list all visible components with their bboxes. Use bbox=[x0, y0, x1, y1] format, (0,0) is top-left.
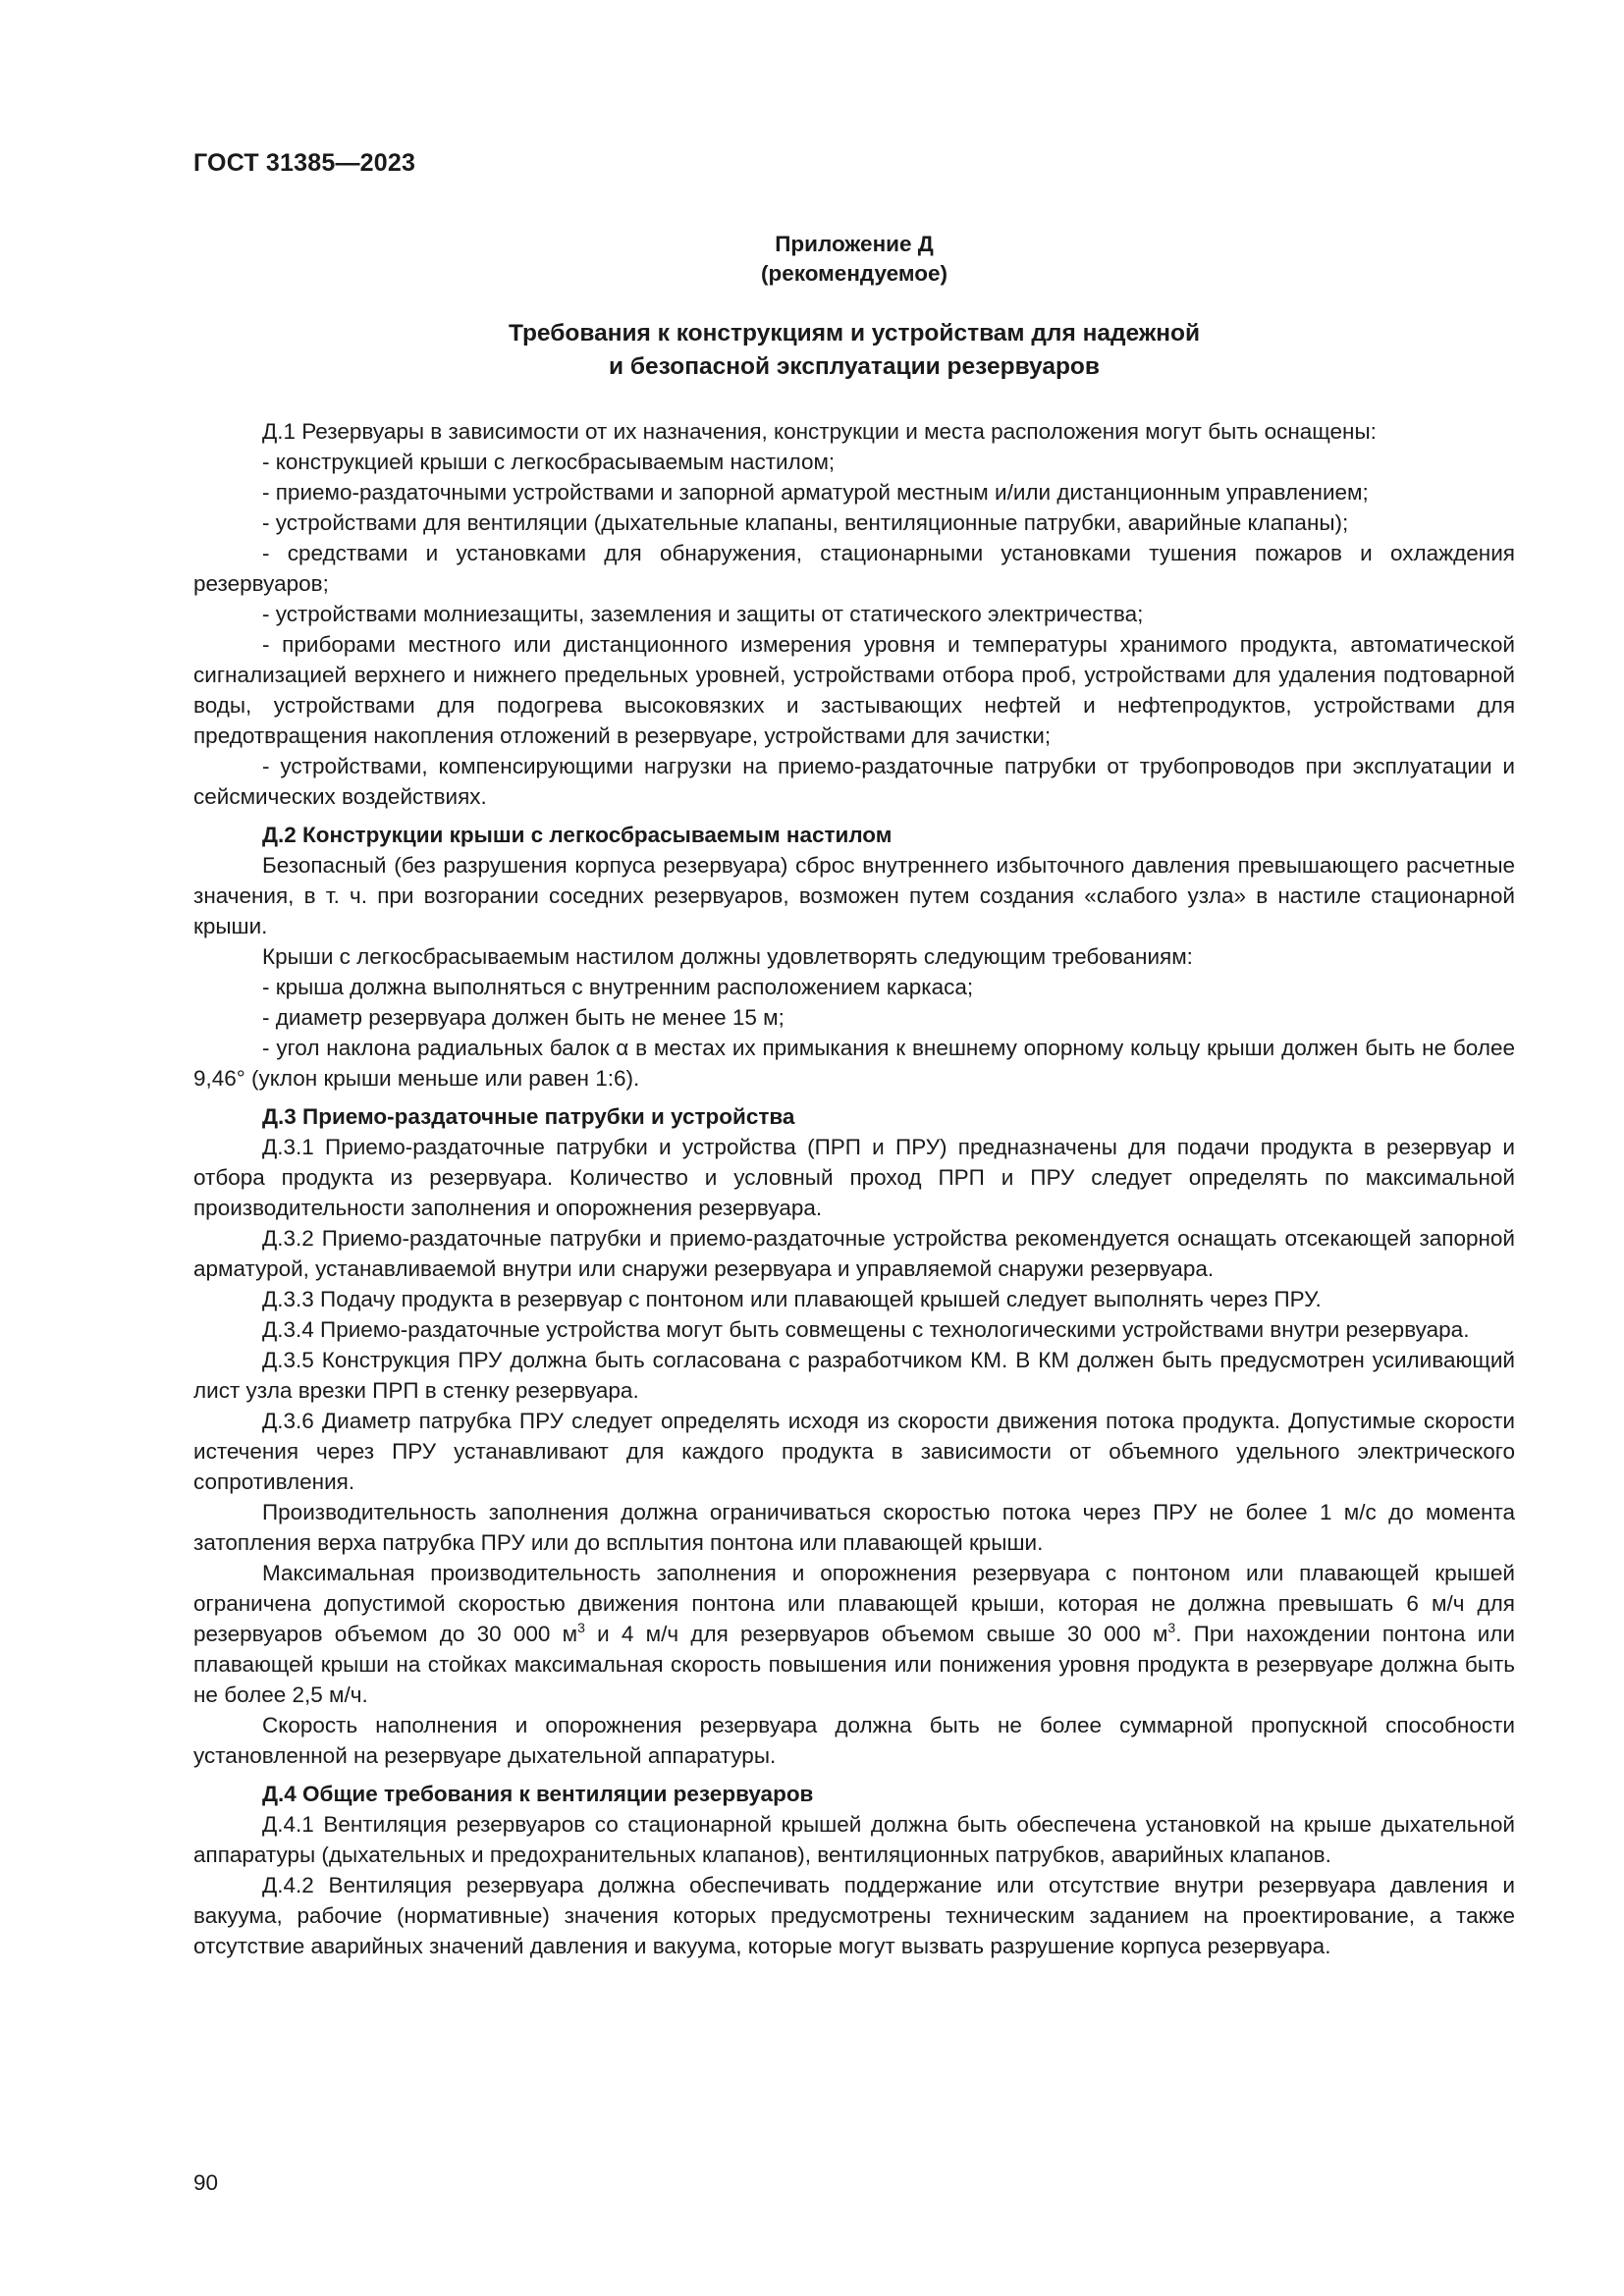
d3-paragraph bbox=[193, 1558, 1515, 1710]
document-code: ГОСТ 31385—2023 bbox=[193, 149, 416, 177]
document-body bbox=[193, 416, 1515, 1961]
d3-paragraph: Скорость наполнения и опорожнения резервуара должна быть не более суммарной пропускной способности установленной на резервуаре дыхательной аппаратуры. bbox=[193, 1713, 1515, 1768]
appendix-label bbox=[193, 230, 1515, 289]
d1-item: - приборами местного или дистанционного измерения уровня и температуры хранимого продукта, автоматической сигнализацией верхнего и нижнего предельных уровней, устройствами отбора проб, устройствами для удаления подтоварной воды, устройствами для подогрева высоковязких и застывающих нефтей и нефтепродуктов, устройствами для предотвращения накопления отложений в резервуаре, устройствами для зачистки; bbox=[193, 632, 1515, 748]
d2-paragraph: Безопасный (без разрушения корпуса резервуара) сброс внутреннего избыточного давления превышающего расчетные значения, в т. ч. при возгорании соседних резервуаров, возможен путем создания «слабого узла» в настиле стационарной крыши. bbox=[193, 853, 1515, 938]
d3-p8-part-b: и 4 м/ч для резервуаров объемом свыше 30 000 м bbox=[584, 1622, 1168, 1646]
page-number: 90 bbox=[193, 2170, 219, 2195]
d1-item: - устройствами для вентиляции (дыхательные клапаны, вентиляционные патрубки, аварийные клапаны); bbox=[262, 510, 1349, 535]
d1-item: - устройствами, компенсирующими нагрузки на приемо-раздаточные патрубки от трубопроводов при эксплуатации и сейсмических воздействиях. bbox=[193, 754, 1515, 809]
d3-p8-part-c: . При нахождении понтона или плавающей крыши на стойках максимальная скорость повышения или понижения уровня продукта в резервуаре должна быть не более 2,5 м/ч. bbox=[193, 1622, 1515, 1707]
section-heading-d3: Д.3 Приемо-раздаточные патрубки и устройства bbox=[262, 1104, 795, 1129]
title-line-2: и безопасной эксплуатации резервуаров bbox=[609, 353, 1100, 380]
d3-paragraph: Д.3.6 Диаметр патрубка ПРУ следует определять исходя из скорости движения потока продукта. Допустимые скорости истечения через ПРУ устанавливают для каждого продукта в зависимости от объемного удельного электрического сопротивления. bbox=[193, 1409, 1515, 1494]
d1-item: - устройствами молниезащиты, заземления и защиты от статического электричества; bbox=[262, 602, 1144, 626]
d4-paragraph: Д.4.1 Вентиляция резервуаров со стационарной крышей должна быть обеспечена установкой на крыше дыхательной аппаратуры (дыхательных и предохранительных клапанов), вентиляционных патрубков, аварийных клапанов. bbox=[193, 1812, 1515, 1867]
d1-item: - средствами и установками для обнаружения, стационарными установками тушения пожаров и охлаждения резервуаров; bbox=[193, 541, 1515, 596]
d2-paragraph: Крыши с легкосбрасываемым настилом должны удовлетворять следующим требованиям: bbox=[262, 944, 1193, 969]
d4-paragraph: Д.4.2 Вентиляция резервуара должна обеспечивать поддержание или отсутствие внутри резервуара давления и вакуума, рабочие (нормативные) значения которых предусмотрены техническим заданием на проектирование, а также отсутствие аварийных значений давления и вакуума, которые могут вызвать разрушение корпуса резервуара. bbox=[193, 1873, 1515, 1958]
d2-item: - диаметр резервуара должен быть не менее 15 м; bbox=[262, 1005, 785, 1030]
d3-p8-part-a: Максимальная производительность заполнения и опорожнения резервуара с понтоном или плавающей крышей ограничена допустимой скоростью движения понтона или плавающей крыши, которая не должна превышать 6 м/ч для резервуаров объемом до 30 000 м bbox=[193, 1561, 1515, 1646]
d3-paragraph: Д.3.5 Конструкция ПРУ должна быть согласована с разработчиком КМ. В КМ должен быть предусмотрен усиливающий лист узла врезки ПРП в стенку резервуара. bbox=[193, 1348, 1515, 1403]
d2-item: - угол наклона радиальных балок α в местах их примыкания к внешнему опорному кольцу крыши должен быть не более 9,46° (уклон крыши меньше или равен 1:6). bbox=[193, 1036, 1515, 1091]
d3-paragraph: Д.3.2 Приемо-раздаточные патрубки и приемо-раздаточные устройства рекомендуется оснащать отсекающей запорной арматурой, устанавливаемой внутри или снаружи резервуара и управляемой снаружи резервуара. bbox=[193, 1226, 1515, 1281]
page-title bbox=[193, 317, 1515, 384]
section-heading-d2: Д.2 Конструкции крыши с легкосбрасываемым настилом bbox=[262, 823, 893, 847]
d3-paragraph: Д.3.3 Подачу продукта в резервуар с понтоном или плавающей крышей следует выполнять через ПРУ. bbox=[262, 1287, 1322, 1311]
d3-paragraph: Д.3.1 Приемо-раздаточные патрубки и устройства (ПРП и ПРУ) предназначены для подачи продукта в резервуар и отбора продукта из резервуара. Количество и условный проход ПРП и ПРУ следует определять по максимальной производительности заполнения и опорожнения резервуара. bbox=[193, 1135, 1515, 1220]
d1-intro: Д.1 Резервуары в зависимости от их назначения, конструкции и места расположения могут быть оснащены: bbox=[262, 419, 1377, 444]
d3-paragraph: Производительность заполнения должна ограничиваться скоростью потока через ПРУ не более 1 м/с до момента затопления верха патрубка ПРУ или до всплытия понтона или плавающей крыши. bbox=[193, 1500, 1515, 1555]
section-heading-d4: Д.4 Общие требования к вентиляции резервуаров bbox=[262, 1782, 814, 1806]
d1-item: - конструкцией крыши с легкосбрасываемым настилом; bbox=[262, 450, 836, 474]
d2-item: - крыша должна выполняться с внутренним расположением каркаса; bbox=[262, 975, 974, 999]
superscript-3: 3 bbox=[1167, 1620, 1176, 1635]
title-line-1: Требования к конструкциям и устройствам для надежной bbox=[508, 320, 1201, 347]
appendix-title: Приложение Д bbox=[775, 232, 934, 256]
d1-item: - приемо-раздаточными устройствами и запорной арматурой местным и/или дистанционным управлением; bbox=[262, 480, 1369, 505]
appendix-status: (рекомендуемое) bbox=[761, 261, 947, 286]
d3-paragraph: Д.3.4 Приемо-раздаточные устройства могут быть совмещены с технологическими устройствами внутри резервуара. bbox=[262, 1317, 1470, 1342]
superscript-3: 3 bbox=[577, 1620, 585, 1635]
